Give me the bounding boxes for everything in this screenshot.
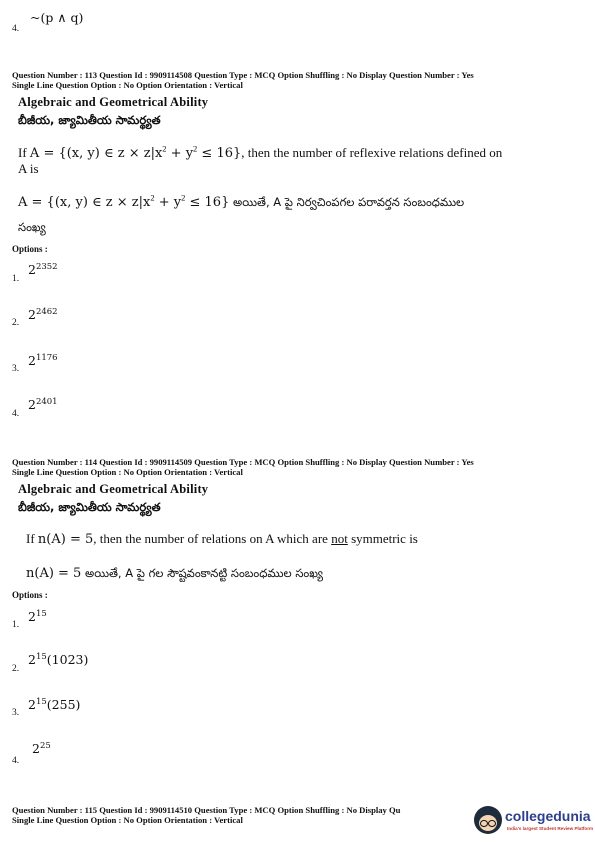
q114-option-2-number: 2. bbox=[12, 664, 20, 674]
q113-text-en: If A = {(x, y) ∈ $z \times z|x^2 + y^2 \le 16$}, then the number of reflexive relations defined on bbox=[18, 143, 503, 161]
mascot-icon bbox=[474, 806, 502, 834]
q114-meta-line2: Single Line Question Option : No Option Orientation : Vertical bbox=[12, 467, 243, 477]
prev-option-number: 4. bbox=[12, 24, 20, 34]
q113-subject-te: బీజీయ, జ్యామితీయ సామర్థ్యత bbox=[18, 113, 161, 127]
q114-option-4-number: 4. bbox=[12, 756, 20, 766]
watermark-tagline: India's largest Student Review Platform bbox=[507, 826, 594, 831]
q113-text-te-line2: సంఖ్య bbox=[18, 220, 46, 234]
q114-subject-te: బీజీయ, జ్యామితీయ సామర్థ్యత bbox=[18, 500, 161, 514]
q113-text-te: A = {(x, y) ∈ $z \times z|x^2 + y^2 \le 16$} అయితే, A పై నిర్వచింపగల పరావర్తన సంబంధముల bbox=[18, 192, 465, 210]
q113-meta-line2: Single Line Question Option : No Option Orientation : Vertical bbox=[12, 80, 243, 90]
q114-option-4-value[interactable]: $2^{25}$ bbox=[32, 740, 51, 756]
q114-option-1-value[interactable]: $2^{15}$ bbox=[28, 608, 47, 624]
q114-option-1-number: 1. bbox=[12, 620, 20, 630]
watermark-name: collegedunia bbox=[505, 808, 591, 824]
q114-option-3-number: 3. bbox=[12, 708, 20, 718]
q113-options-label: Options : bbox=[12, 244, 48, 254]
q115-meta-line2: Single Line Question Option : No Option Orientation : Vertical bbox=[12, 815, 243, 825]
q113-option-2-number: 2. bbox=[12, 318, 20, 328]
q115-meta-line1: Question Number : 115 Question Id : 9909114510 Question Type : MCQ Option Shuffling : No Display Qu bbox=[12, 805, 401, 815]
q114-option-2-value[interactable]: $2^{15}(1023)$ bbox=[28, 651, 89, 667]
q114-text-en: If n(A) = 5, then the number of relations on A which are not symmetric is bbox=[26, 531, 418, 547]
q113-option-4-value[interactable]: $2^{2401}$ bbox=[28, 396, 58, 412]
q113-subject-en: Algebraic and Geometrical Ability bbox=[18, 95, 209, 109]
q114-option-3-value[interactable]: $2^{15}(255)$ bbox=[28, 696, 81, 712]
q113-option-1-value[interactable]: $2^{2352}$ bbox=[28, 261, 58, 277]
q113-meta-line1: Question Number : 113 Question Id : 9909114508 Question Type : MCQ Option Shuffling : No Display Question Number : Yes bbox=[12, 70, 474, 80]
q113-option-3-value[interactable]: $2^{1176}$ bbox=[28, 352, 58, 368]
q114-meta-line1: Question Number : 114 Question Id : 9909114509 Question Type : MCQ Option Shuffling : No Display Question Number : Yes bbox=[12, 457, 474, 467]
q114-subject-en: Algebraic and Geometrical Ability bbox=[18, 482, 209, 496]
q113-option-2-value[interactable]: $2^{2462}$ bbox=[28, 306, 58, 322]
q113-text-en-line2: A is bbox=[18, 161, 39, 176]
q113-option-1-number: 1. bbox=[12, 274, 20, 284]
q114-options-label: Options : bbox=[12, 590, 48, 600]
q114-text-te: n(A) = 5 అయితే, A పై గల సౌష్టవంకానట్టి సంబంధముల సంఖ్య bbox=[26, 566, 324, 581]
watermark-logo bbox=[474, 802, 595, 838]
q113-option-4-number: 4. bbox=[12, 409, 20, 419]
prev-option-value: ~(p ∧ q) bbox=[30, 10, 84, 25]
q113-option-3-number: 3. bbox=[12, 364, 20, 374]
